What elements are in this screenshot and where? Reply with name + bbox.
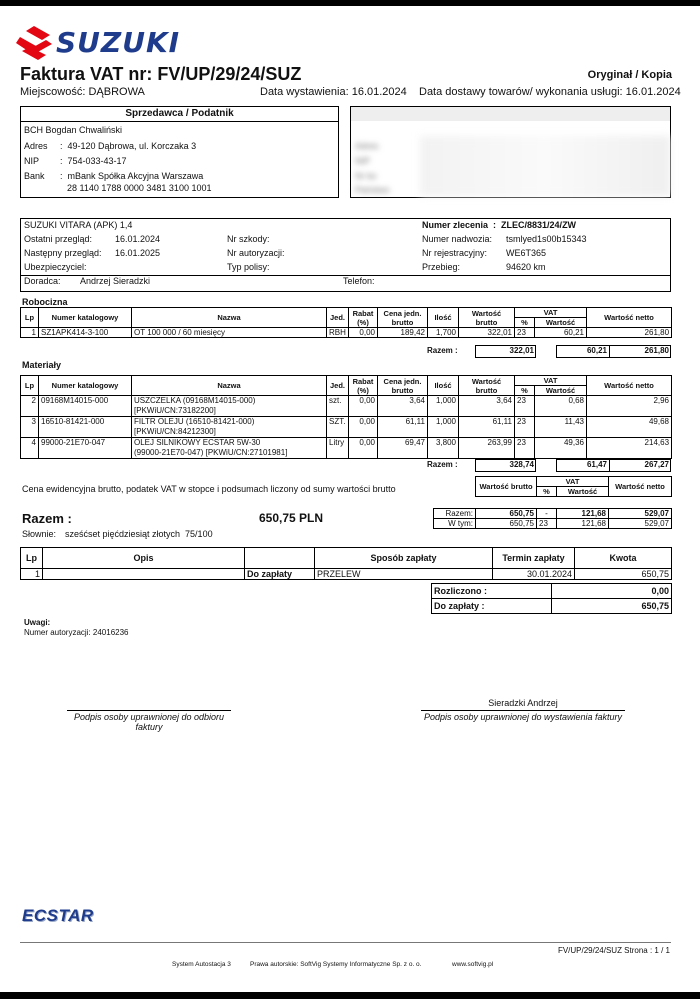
reg-number: WE6T365 [506, 248, 547, 258]
table-row: 4 99000-21E70-047 OLEJ SILNIKOWY ECSTAR 5W-30 (99000-21E70-047) [PKWiU/CN:27101981] Litry 0,00 69,47 3,800 263,99 23 49,36 214,63 [21, 438, 672, 459]
buyer-country-label: Państwo [355, 185, 390, 195]
table-row: W tym: 650,75 23 121,68 529,07 [434, 519, 672, 529]
body-number: tsmlyed1s00b15343 [506, 234, 587, 244]
labor-table: Lp Numer katalogowy Nazwa Jed. Rabat (%) Cena jedn. brutto Ilość Wartość brutto VAT Wartość netto % Wartość 1 SZ1APK414-3-100 OT 100 000 / 60 miesięcy RBH 0,00 189,42 1,700 322,01 23 60,21 261,80 [20, 307, 672, 338]
table-row: Razem: 650,75 - 121,68 529,07 [434, 509, 672, 519]
table-row: 1 Do zapłaty PRZELEW 30.01.2024 650,75 [21, 569, 672, 580]
labor-total-net: 261,80 [644, 346, 669, 355]
invoice-page: SUZUKI Faktura VAT nr: FV/UP/29/24/SUZ Oryginał / Kopia Miejscowość: DĄBROWA Data wystawienia: 16.01.2024 Data dostawy towarów/ wykonania usługi: 16.01.2024 Sprzedawca / Podatnik BCH Bogdan Chwaliński Adres : 49-120 Dąbrowa, ul. Korczaka 3 NIP : 754-033-43-17 Bank : mBank Spółka Akcyjna Warszawa 28 1140 1788 0000 3481 3100 1001 Adres NIP Nr ko Państwo SUZUKI VITARA (APK) 1,4 Ostatni przegląd: 16.01.2024 Następny przegląd: 16.01.2025 Ubezpieczyciel: Doradca: Andrzej Sieradzki Nr szkody: Nr autoryzacji: Typ polisy: Telefon: Numer zlecenia : ZLEC/8831/24/ZW Numer nadwozia: tsmlyed1s00b15343 Nr rejestracyjny: WE6T365 Przebieg: 94620 km Robocizna Lp Numer katalogowy Nazwa Jed. Rabat (%) Cena jedn. brutto Ilość Wartość brutto VAT Wartość netto % Wartość 1 SZ1APK414-3-100 OT 100 000 / 60 miesięcy RBH 0,00 189,42 1,700 322,01 23 60,21 261,80 Razem : 322,01 60,21 261,80 Materiały Lp Numer katalogowy Nazwa Jed. Rabat (%) Cena jedn. brutto Ilość Wartość brutto VAT Wartość netto % Wartość 2 09168M14015-000 USZCZELKA (09168M14015-000) [PKWiU/CN:73182200] szt. 0,00 3,64 1,000 3,64 23 0,68 2,96 3 16510-81421-000 FILTR OLEJU (16510-81421-000) [PKWiU/CN:84212300] SZT. 0,00 61,11 1,000 61,11 23 11,43 49,68 4 99000-21E70-047 OLEJ SILNIKOWY ECSTAR 5W-30 (99000-21E70-047) [PKWiU/CN:27101981] Litry 0,00 69,47 3,800 263,99 23 49,36 214,63 Razem : 328,74 61,47 267,27 Cena ewidencyjna brutto, podatek VAT w stopce i podsumach liczony od sumy wartości brutto Wartość brutto VAT Wartość netto % Wartość Razem: 650,75 - 121,68 529,07 W tym: 650,75 23 121,68 529,07 Razem : 650,75 PLN Słownie: sześćset pięćdziesiąt złotych 75/100 Lp Opis Sposób zapłaty Termin zapłaty Kwota 1 Do zapłaty PRZELEW 30.01.2024 650,75 Rozliczono : 0,00 Do zapłaty : 650,75 Uwagi: Numer autoryzacji: 24016236 Podpis osoby uprawnionej do odbioru faktury Sieradzki Andrzej Podpis osoby uprawnionej do wystawienia faktury ECSTAR FV/UP/29/24/SUZ Strona : 1 / 1 System Autostacja 3 Prawa autorskie: SoftVig Systemy Informatyczne Sp. z o. o. www.softvig.pl [0, 6, 700, 992]
summary-note: Cena ewidencyjna brutto, podatek VAT w stopce i podsumach liczony od sumy wartości brutto [22, 484, 396, 494]
place: Miejscowość: DĄBROWA [20, 86, 145, 98]
buyer-reg-label: Nr ko [355, 171, 377, 181]
labor-total-vat: 60,21 [586, 346, 607, 355]
mileage-label: Przebieg: [422, 262, 461, 272]
seller-nip: 754-033-43-17 [67, 156, 127, 166]
seller-nip-label: NIP [24, 156, 40, 166]
issue-date: Data wystawienia: 16.01.2024 [260, 86, 407, 98]
system-name: System Autostacja 3 [172, 961, 231, 968]
issuer-signature-label: Podpis osoby uprawnionej do wystawienia faktury [423, 712, 623, 722]
grand-total: 650,75 PLN [259, 511, 324, 525]
last-service-label: Ostatni przegląd: [24, 234, 93, 244]
damage-label: Nr szkody: [227, 234, 270, 244]
copyright: Prawa autorskie: SoftVig Systemy Informatyczne Sp. z o. o. [250, 961, 422, 968]
brand-name: SUZUKI [56, 26, 181, 59]
next-service-label: Następny przegląd: [24, 248, 102, 258]
table-row: 2 09168M14015-000 USZCZELKA (09168M14015-000) [PKWiU/CN:73182200] szt. 0,00 3,64 1,000 3,64 23 0,68 2,96 [21, 396, 672, 417]
vehicle-model: SUZUKI VITARA (APK) 1,4 [24, 220, 133, 230]
seller-bank-label: Bank [24, 171, 45, 181]
advisor: Andrzej Sieradzki [80, 276, 151, 286]
seller-bank-account: 28 1140 1788 0000 3481 3100 1001 [67, 183, 212, 193]
materials-table: Lp Numer katalogowy Nazwa Jed. Rabat (%) Cena jedn. brutto Ilość Wartość brutto VAT Wartość netto % Wartość 2 09168M14015-000 USZCZELKA (09168M14015-000) [PKWiU/CN:73182200] szt. 0,00 3,64 1,000 3,64 23 0,68 2,96 3 16510-81421-000 FILTR OLEJU (16510-81421-000) [PKWiU/CN:84212300] SZT. 0,00 61,11 1,000 61,11 23 11,43 49,68 4 99000-21E70-047 OLEJ SILNIKOWY ECSTAR 5W-30 (99000-21E70-047) [PKWiU/CN:27101981] Litry 0,00 69,47 3,800 263,99 23 49,36 214,63 [20, 375, 672, 459]
auth-label: Nr autoryzacji: [227, 248, 285, 258]
payment-summary-table [431, 583, 672, 614]
labor-section-title: Robocizna [22, 297, 68, 307]
grand-total-label: Razem : [22, 511, 72, 526]
amount-in-words: sześćset pięćdziesiąt złotych 75/100 [65, 529, 213, 539]
materials-section-title: Materiały [22, 360, 62, 370]
receiver-signature-label: Podpis osoby uprawnionej do odbioru faktury [73, 712, 225, 732]
seller-address: 49-120 Dąbrowa, ul. Korczaka 3 [67, 141, 197, 151]
payment-table: Lp Opis Sposób zapłaty Termin zapłaty Kwota 1 Do zapłaty PRZELEW 30.01.2024 650,75 [20, 547, 672, 580]
website-link[interactable]: www.softvig.pl [452, 961, 494, 968]
seller-header: Sprzedawca / Podatnik [125, 108, 234, 119]
policy-label: Typ polisy: [227, 262, 270, 272]
issuer-name: Sieradzki Andrzej [488, 698, 558, 708]
ecstar-logo: ECSTAR [22, 906, 94, 925]
labor-total-label: Razem : [427, 346, 458, 355]
body-label: Numer nadwozia: [422, 234, 493, 244]
labor-total-gross: 322,01 [509, 346, 534, 355]
order-number: ZLEC/8831/24/ZW [501, 220, 577, 230]
buyer-redacted [420, 136, 670, 196]
seller-name: BCH Bogdan Chwaliński [24, 125, 123, 135]
summary-table [433, 508, 672, 529]
table-row: 1 SZ1APK414-3-100 OT 100 000 / 60 miesięcy RBH 0,00 189,42 1,700 322,01 23 60,21 261,80 [21, 328, 672, 338]
materials-total-gross: 328,74 [509, 460, 534, 469]
reg-label: Nr rejestracyjny: [422, 248, 488, 258]
suzuki-logo-icon [16, 26, 52, 60]
summary-header-table: Wartość brutto VAT Wartość netto % Wartość [475, 476, 672, 497]
table-row: Do zapłaty : 650,75 [432, 599, 672, 614]
document-reference: FV/UP/29/24/SUZ Strona : 1 / 1 [557, 946, 670, 955]
invoice-title: Faktura VAT nr: FV/UP/29/24/SUZ [20, 64, 302, 84]
seller-address-label: Adres [24, 141, 48, 151]
seller-bank-name: mBank Spółka Akcyjna Warszawa [67, 171, 204, 181]
order-label: Numer zlecenia [422, 220, 489, 230]
notes-label: Uwagi: [24, 618, 51, 627]
next-service: 16.01.2025 [115, 248, 161, 258]
table-row: Rozliczono : 0,00 [432, 584, 672, 599]
buyer-address-label: Adres [355, 141, 379, 151]
notes-text: Numer autoryzacji: 24016236 [24, 628, 129, 637]
table-row: 3 16510-81421-000 FILTR OLEJU (16510-81421-000) [PKWiU/CN:84212300] SZT. 0,00 61,11 1,000 61,11 23 11,43 49,68 [21, 417, 672, 438]
advisor-label: Doradca: [24, 276, 61, 286]
materials-total-net: 267,27 [644, 460, 669, 469]
amount-in-words-label: Słownie: [22, 529, 57, 539]
original-copy-label: Oryginał / Kopia [587, 69, 672, 81]
phone-label: Telefon: [343, 276, 375, 286]
insurer-label: Ubezpieczyciel: [24, 262, 87, 272]
materials-total-label: Razem : [427, 460, 458, 469]
delivery-date: Data dostawy towarów/ wykonania usługi: 16.01.2024 [419, 86, 681, 98]
mileage: 94620 km [506, 262, 546, 272]
buyer-nip-label: NIP [355, 156, 371, 166]
last-service: 16.01.2024 [115, 234, 161, 244]
materials-total-vat: 61,47 [586, 460, 607, 469]
